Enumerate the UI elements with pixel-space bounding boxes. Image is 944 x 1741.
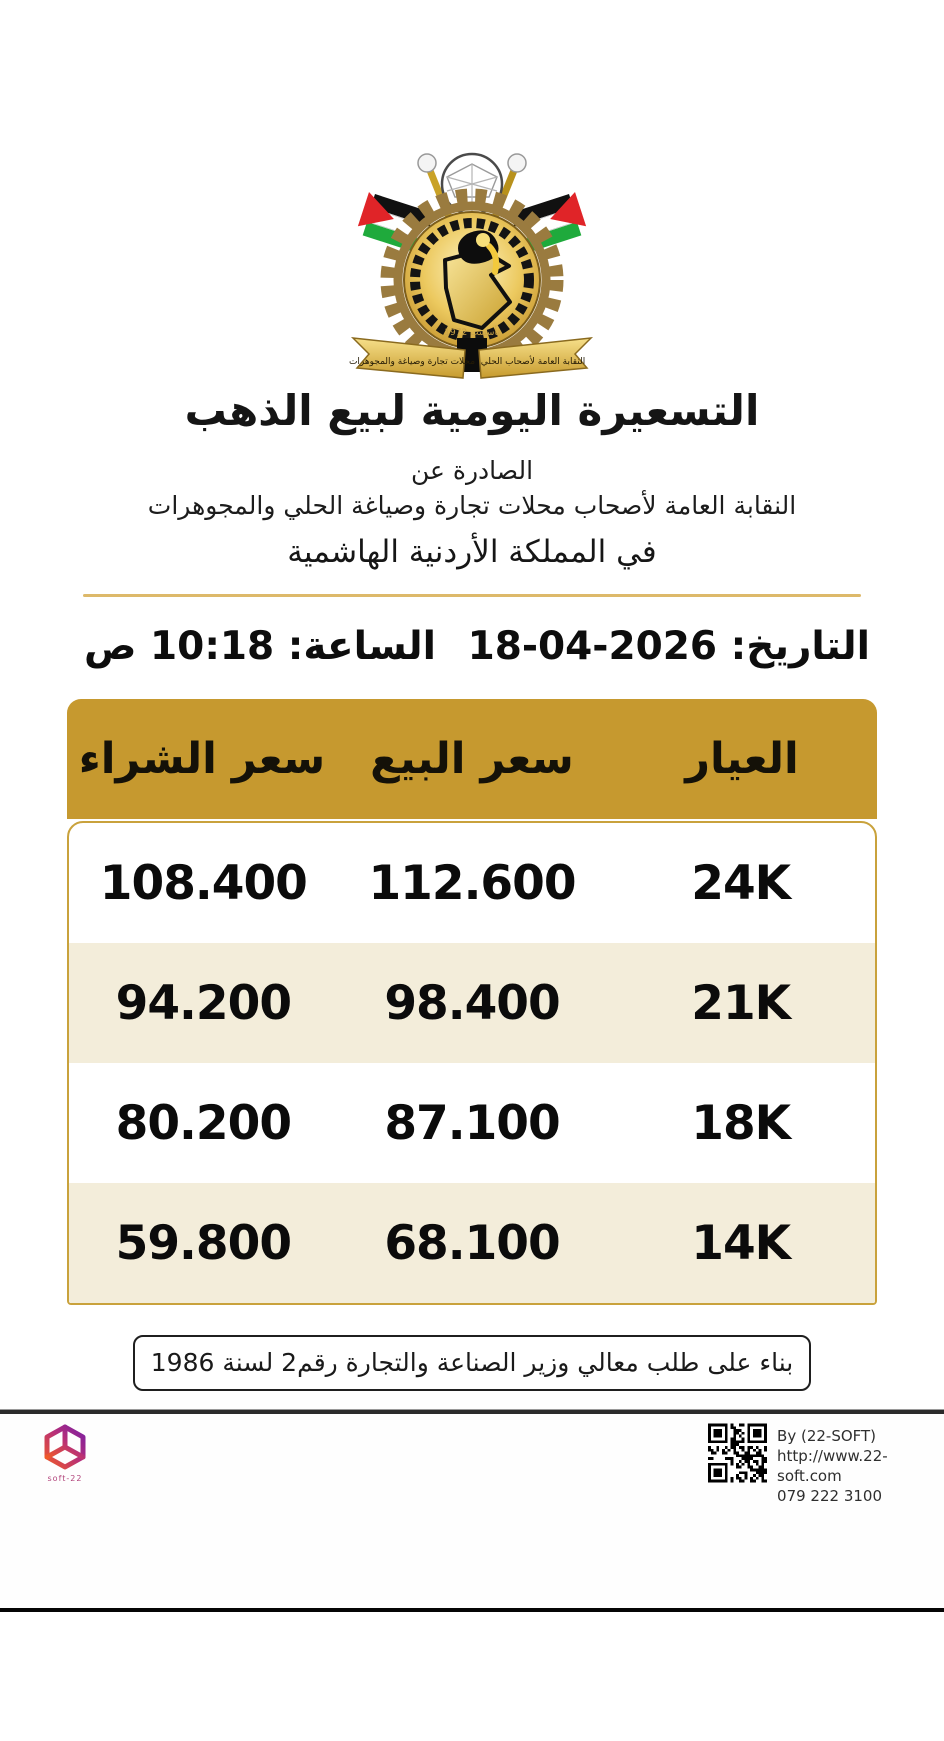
issued-by-line2: النقابة العامة لأصحاب محلات تجارة وصياغة الحلي والمجوهرات [147,491,797,520]
vendor-credit-text [777,1422,944,1506]
date-time-row [0,623,944,671]
cube-logo-icon [43,1424,87,1470]
ribbon-text-left: محلات تجارة وصياغة والمجوهرات [348,357,476,367]
vendor-by: By (22-SOFT) [777,1427,877,1445]
footer-bar [0,1414,944,1612]
column-karat: العيار [685,734,799,784]
karat-value: 18K [691,1095,791,1151]
syndicate-emblem [0,142,944,380]
time-suffix: ص [84,624,137,669]
column-sell-price: سعر البيع [370,734,574,784]
sell-price-value: 112.600 [368,855,576,911]
established-text: تأسست 1972 [444,328,500,338]
buy-price-value: 94.200 [115,975,292,1031]
column-buy-price: سعر الشراء [78,734,326,784]
vendor-logo-22soft [30,1424,100,1483]
time-field [84,623,436,671]
vendor-logo-label: 22-soft [47,1474,83,1483]
price-table-body [67,821,877,1305]
page-title: التسعيرة اليومية لبيع الذهب [184,386,760,435]
legal-note-row [0,1335,944,1391]
karat-value: 21K [691,975,791,1031]
vendor-phone: 079 222 3100 [777,1487,883,1505]
legal-note: بناء على طلب معالي وزير الصناعة والتجارة رقم2 لسنة 1986 [133,1335,811,1391]
page-bottom-edge [0,1608,944,1612]
time-label: الساعة: [287,624,437,669]
date-label: التاريخ: [730,624,870,669]
issued-by-line3: في المملكة الأردنية الهاشمية [287,534,657,570]
issued-by-line1: الصادرة عن [410,456,534,485]
gold-divider [83,594,861,597]
gold-price-sheet [0,142,944,1741]
karat-value: 14K [691,1215,791,1271]
time-value: 10:18 [150,624,275,669]
buy-price-value: 80.200 [115,1095,292,1151]
ribbon-banner [349,325,591,378]
sell-price-value: 87.100 [384,1095,560,1151]
buy-price-value: 108.400 [99,855,307,911]
sell-price-value: 68.100 [384,1215,560,1271]
date-value: 18-04-2026 [467,624,718,669]
price-table [67,699,877,1305]
qr-code [708,1422,767,1484]
vendor-url: http://www.22-soft.com [777,1447,888,1485]
table-row-18k [69,1063,875,1183]
vendor-credit-block [708,1422,944,1506]
table-row-14k [69,1183,875,1303]
karat-value: 24K [691,855,791,911]
ribbon-text-right: النقابة العامة لأصحاب الحلي [480,357,586,367]
table-row-21k [69,943,875,1063]
buy-price-value: 59.800 [115,1215,292,1271]
date-field [468,623,870,671]
syndicate-emblem-graphic [317,142,627,380]
price-table-header [67,699,877,819]
sell-price-value: 98.400 [384,975,560,1031]
table-row-24k [69,823,875,943]
